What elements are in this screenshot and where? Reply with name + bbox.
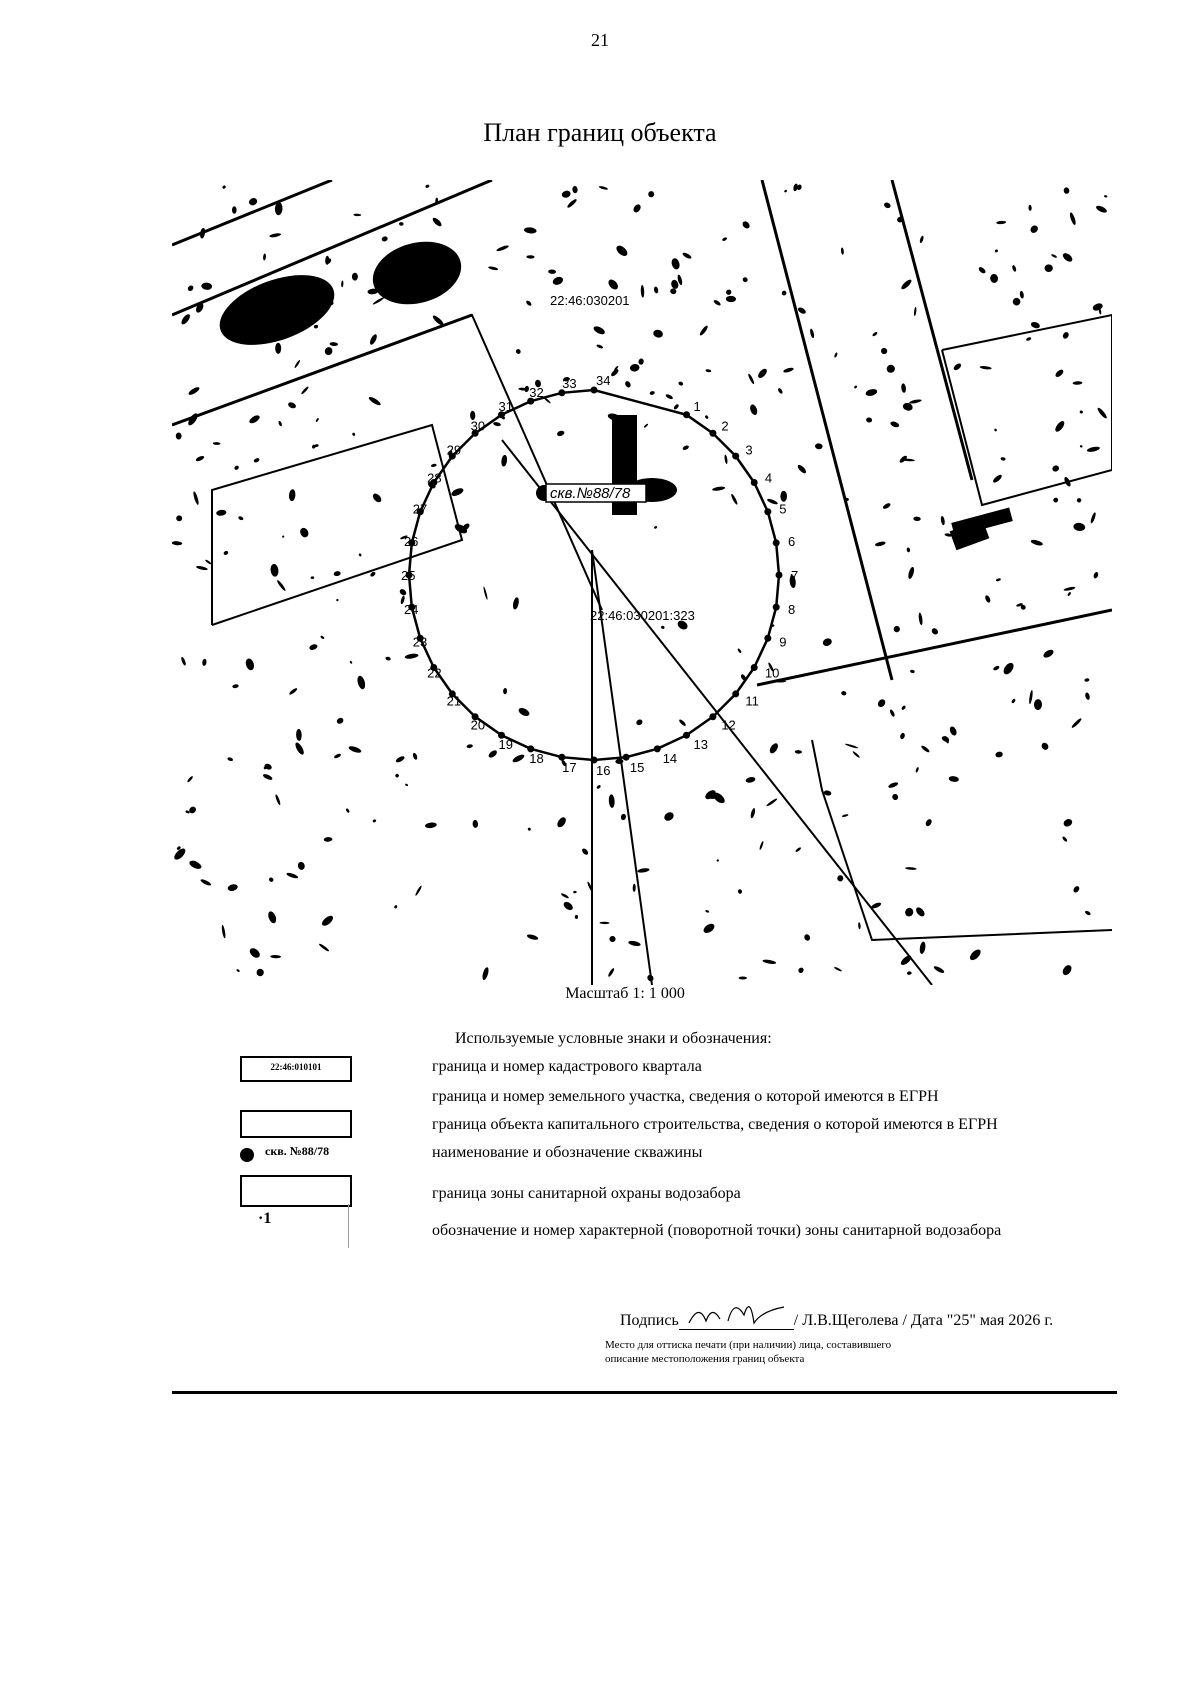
imagery-speck <box>1045 264 1053 272</box>
signature-label: Подпись <box>620 1312 679 1329</box>
legend-item-point: обозначение и номер характерной (поворотной точки) зоны санитарной водозабора <box>432 1222 1002 1239</box>
zone-point-label: 17 <box>562 760 577 776</box>
zone-point-marker <box>709 430 716 437</box>
imagery-speck <box>739 977 747 980</box>
signature-row <box>620 1312 1053 1330</box>
zone-point-label: 16 <box>596 763 611 778</box>
boundary-map <box>172 180 1112 985</box>
zone-point-marker <box>751 664 758 671</box>
zone-point-label: 9 <box>779 634 787 650</box>
legend-point-line <box>348 1204 349 1248</box>
zone-point-marker <box>764 508 771 515</box>
imagery-speck <box>232 206 237 213</box>
zone-point-marker <box>773 604 780 611</box>
signature-line <box>679 1313 794 1330</box>
quarter-label: 22:46:030201 <box>550 293 630 308</box>
zone-point-label: 26 <box>403 534 419 550</box>
zone-point-label: 3 <box>745 442 753 458</box>
stamp-note <box>605 1338 1045 1366</box>
zone-point-marker <box>773 539 780 546</box>
zone-point-label: 25 <box>401 568 416 583</box>
legend-point-symbol: ·1 <box>258 1210 272 1227</box>
legend-building-symbol <box>240 1110 352 1138</box>
zone-point-label: 20 <box>470 717 486 733</box>
stamp-note-line-2: описание местоположения границ объекта <box>605 1353 805 1365</box>
legend-heading: Используемые условные знаки и обозначения: <box>455 1030 772 1047</box>
legend-item-parcel: граница и номер земельного участка, сведения о которой имеются в ЕГРН <box>432 1088 939 1105</box>
zone-point-label: 1 <box>693 399 701 415</box>
legend-well-dot <box>240 1148 254 1162</box>
zone-point-label: 4 <box>764 470 773 486</box>
zone-point-label: 29 <box>446 442 462 458</box>
zone-point-label: 7 <box>791 568 799 583</box>
zone-point-label: 12 <box>721 717 736 733</box>
zone-point-label: 32 <box>529 384 544 400</box>
bottom-rule <box>172 1391 1117 1394</box>
zone-point-label: 19 <box>498 736 513 752</box>
legend-item-building: граница объекта капитального строительства, сведения о которой имеются в ЕГРН <box>432 1116 998 1133</box>
zone-point-label: 11 <box>745 693 759 709</box>
zone-point-label: 5 <box>779 501 787 517</box>
zone-point-label: 18 <box>529 751 544 767</box>
zone-point-label: 27 <box>412 501 428 517</box>
zone-point-label: 21 <box>446 693 462 709</box>
zone-point-label: 15 <box>629 760 645 776</box>
zone-point-label: 23 <box>412 634 428 650</box>
page-number: 21 <box>591 30 609 50</box>
legend-well-label: скв. №88/78 <box>265 1144 330 1158</box>
map-scale: Масштаб 1: 1 000 <box>565 985 685 1002</box>
zone-point-label: 34 <box>596 373 611 388</box>
zone-point-label: 13 <box>693 736 708 752</box>
zone-point-label: 24 <box>403 601 419 617</box>
parcel-label: 22:46:030201:323 <box>590 608 695 623</box>
well-label: скв.№88/78 <box>550 485 631 502</box>
page-title: План границ объекта <box>483 118 717 147</box>
stamp-note-line-1: Место для оттиска печати (при наличии) лица, составившего <box>605 1339 892 1351</box>
legend-item-quarter: граница и номер кадастрового квартала <box>432 1058 702 1075</box>
zone-point-marker <box>732 690 739 697</box>
zone-point-marker <box>764 635 771 642</box>
zone-point-marker <box>654 745 661 752</box>
zone-point-label: 10 <box>764 665 780 681</box>
legend-zone-symbol <box>240 1175 352 1207</box>
zone-point-label: 14 <box>662 751 678 767</box>
signer-text: / Л.В.Щеголева / Дата "25" мая 2026 г. <box>793 1312 1054 1329</box>
legend-quarter-code: 22:46:010101 <box>270 1062 322 1072</box>
zone-point-marker <box>776 572 783 579</box>
zone-point-label: 30 <box>470 418 486 434</box>
legend-item-zone: граница зоны санитарной охраны водозабора <box>432 1185 741 1202</box>
zone-point-marker <box>623 754 630 761</box>
zone-point-marker <box>709 713 716 720</box>
zone-point-marker <box>751 479 758 486</box>
imagery-speck <box>275 343 281 354</box>
zone-point-label: 28 <box>427 470 442 486</box>
zone-point-marker <box>683 732 690 739</box>
legend-quarter-symbol <box>240 1056 352 1082</box>
zone-point-label: 31 <box>498 399 513 415</box>
zone-point-label: 8 <box>788 601 796 617</box>
imagery-speck <box>780 491 787 502</box>
zone-point-label: 2 <box>721 418 729 434</box>
legend-item-well: наименование и обозначение скважины <box>432 1144 703 1161</box>
zone-point-label: 6 <box>788 534 796 550</box>
zone-point-marker <box>732 453 739 460</box>
zone-point-label: 33 <box>562 375 577 391</box>
zone-point-marker <box>683 411 690 418</box>
zone-point-label: 22 <box>427 665 442 681</box>
